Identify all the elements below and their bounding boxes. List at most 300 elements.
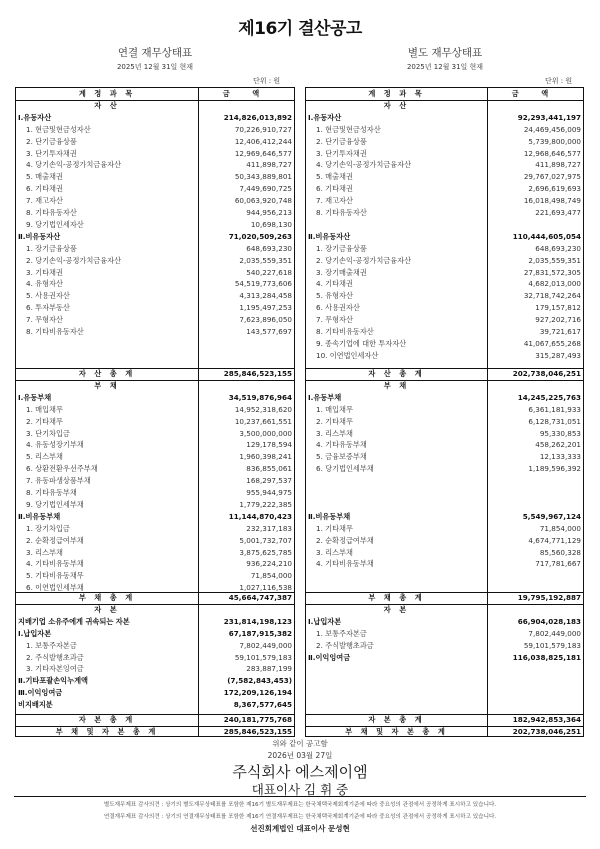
asset-row (306, 207, 583, 219)
amount-value: 411,898,727 (246, 160, 292, 170)
amount-value: 717,781,667 (535, 559, 581, 569)
amount-value: 4,682,013,000 (528, 279, 581, 289)
account-label: 1. 장기금융상품 (316, 243, 367, 253)
liabilities-total-row (16, 592, 294, 604)
liability-row (306, 511, 583, 523)
liability-row (16, 451, 294, 463)
amount-value: 172,209,126,194 (223, 688, 292, 698)
amount-value: 283,887,199 (246, 664, 292, 674)
amount-value: 85,560,328 (539, 547, 581, 557)
amount-value: 금 액 (511, 89, 559, 98)
amount-value: 411,898,727 (535, 160, 581, 170)
account-label: Ⅲ.이익잉여금 (18, 688, 63, 698)
asset-row (306, 195, 583, 207)
amount-value: 1,779,222,385 (239, 499, 292, 509)
liability-row (16, 487, 294, 499)
asset-row (306, 278, 583, 290)
assets-total-row (16, 368, 294, 380)
account-label: 5. 금융보증부채 (316, 452, 367, 462)
account-label: 3. 리스부채 (316, 547, 353, 557)
account-label: 3. 리스부채 (316, 428, 353, 438)
amount-value: 955,944,975 (246, 488, 292, 497)
asset-row (16, 278, 294, 290)
amount-value: 70,226,910,727 (234, 124, 292, 134)
section-header-equity (306, 604, 583, 616)
audit-opinion-consolidated: 연결재무제표 감사의견 : 상기의 연결재무상태표를 포함한 제16기 연결재무제표는 한국채택국제회계기준에 따라 중요성의 관점에서 공정하게 표시하고 있습니다. (103, 814, 497, 820)
section-header-assets (16, 100, 294, 112)
asset-row (16, 136, 294, 148)
account-label: 6. 기타채권 (316, 184, 353, 194)
amount-value: 12,133,333 (539, 452, 581, 462)
table-header-row (16, 88, 294, 100)
account-label: 8. 기타비유동자산 (316, 327, 374, 336)
amount-value: (7,582,843,453) (227, 676, 292, 686)
amount-value: 1,195,497,253 (239, 303, 292, 313)
account-label: 1. 기타채무 (316, 523, 353, 533)
account-label: 3. 단기투자채권 (26, 148, 77, 158)
account-label: 부 채 (94, 380, 120, 390)
amount-value: 116,038,825,181 (512, 652, 581, 662)
asset-row (16, 183, 294, 195)
separate-balance-sheet-table (305, 87, 584, 737)
asset-row (306, 136, 583, 148)
liability-row (306, 416, 583, 428)
liability-row (306, 451, 583, 463)
account-label: 6. 당기법인세부채 (316, 464, 374, 474)
liability-row (16, 535, 294, 547)
account-label: 3. 기타자본잉여금 (26, 664, 84, 674)
auditor-name: 선진회계법인 대표이사 문성현 (250, 824, 350, 833)
account-label: 9. 당기법인세자산 (26, 219, 84, 229)
account-label: 4. 유형자산 (26, 279, 63, 289)
account-label: 3. 장기매출채권 (316, 267, 367, 277)
asset-row (16, 314, 294, 326)
amount-value: 179,157,812 (535, 303, 581, 313)
amount-value: 936,224,210 (246, 559, 292, 569)
amount-value: 금 액 (222, 89, 270, 98)
account-label: 4. 기타채권 (316, 279, 353, 289)
grand-total-row (16, 726, 294, 738)
liability-row (306, 439, 583, 451)
amount-value: 458,262,201 (535, 440, 581, 450)
asset-row (306, 231, 583, 243)
asset-row (306, 219, 583, 231)
amount-value: 67,187,915,382 (228, 628, 292, 638)
account-label: Ⅱ.비유동자산 (18, 231, 61, 241)
asset-row (16, 302, 294, 314)
amount-value: 19,795,192,887 (517, 593, 581, 602)
account-label: 1. 장기금융상품 (26, 243, 77, 253)
account-label: 5. 사용권자산 (26, 291, 70, 301)
account-label: 2. 순확정급여부채 (26, 535, 84, 545)
amount-value: 182,942,853,364 (512, 715, 581, 724)
liability-row (306, 523, 583, 535)
asset-row (306, 290, 583, 302)
account-label: 7. 유동파생상품부채 (26, 476, 91, 486)
account-label: 2. 주식발행초과금 (316, 640, 374, 650)
account-label: 6. 사용권자산 (316, 303, 360, 313)
amount-value: 944,956,213 (246, 208, 292, 217)
account-label: 3. 기타채권 (26, 267, 63, 277)
amount-value: 7,623,896,050 (239, 315, 292, 325)
asset-row (16, 231, 294, 243)
amount-value: 5,001,732,707 (239, 535, 292, 545)
account-label: 계 정 과 목 (78, 89, 136, 98)
liability-row (306, 547, 583, 559)
asset-row (16, 326, 294, 338)
account-label: 부 채 총 계 (368, 593, 425, 602)
account-label: 4. 기타유동부채 (316, 440, 367, 450)
account-label: 1. 현금및현금성자산 (316, 124, 381, 134)
account-label: 자 산 (383, 100, 410, 110)
amount-value: 39,721,617 (539, 327, 581, 336)
amount-value: 54,519,773,606 (234, 279, 292, 289)
account-label: Ⅱ.이익잉여금 (308, 652, 351, 662)
equity-row (306, 640, 583, 652)
amount-value: 24,469,456,009 (523, 124, 581, 134)
amount-value: 11,144,870,423 (228, 511, 292, 521)
amount-value: 5,549,967,124 (522, 511, 581, 521)
amount-value: 168,297,537 (246, 476, 292, 486)
right-unit-label: 단위 : 원 (545, 77, 573, 85)
amount-value: 285,846,523,155 (223, 726, 292, 736)
liability-row (306, 558, 583, 570)
amount-value: 59,101,579,183 (523, 640, 581, 650)
amount-value: 240,181,775,768 (223, 715, 292, 724)
asset-row (306, 267, 583, 279)
amount-value: 285,846,523,155 (223, 369, 292, 378)
amount-value: 1,960,398,241 (239, 452, 292, 462)
consolidated-balance-sheet-table (15, 87, 295, 737)
account-label: 8. 기타유동부채 (26, 488, 77, 497)
asset-row (16, 267, 294, 279)
liability-row (306, 404, 583, 416)
amount-value: 60,063,920,748 (234, 196, 292, 206)
account-label: Ⅱ.비유동부채 (18, 511, 61, 521)
ceo-name: 대표이사 김 휘 중 (251, 782, 349, 797)
asset-row (306, 350, 583, 362)
liability-row (306, 463, 583, 475)
amount-value: 5,739,800,000 (528, 136, 581, 146)
liability-row (306, 392, 583, 404)
left-statement-heading: 연결 재무상태표 (117, 47, 193, 59)
amount-value: 7,449,690,725 (239, 184, 292, 194)
amount-value: 1,027,116,538 (239, 583, 292, 593)
account-label: 5. 유형자산 (316, 291, 353, 301)
equity-row (306, 628, 583, 640)
asset-row (16, 207, 294, 219)
asset-row (306, 338, 583, 350)
equity-row (306, 652, 583, 664)
account-label: 8. 기타비유동자산 (26, 327, 84, 336)
amount-value: 4,674,771,129 (528, 535, 581, 545)
asset-row (306, 171, 583, 183)
company-name: 주식회사 에스제이엠 (232, 763, 368, 781)
amount-value: 27,831,572,305 (523, 267, 581, 277)
amount-value: 71,854,000 (539, 523, 581, 533)
amount-value: 1,189,596,392 (528, 464, 581, 474)
account-label: 1. 현금및현금성자산 (26, 124, 91, 134)
amount-value: 12,969,646,577 (234, 148, 292, 158)
amount-value: 10,698,130 (250, 219, 292, 229)
account-label: 자 본 (383, 604, 410, 614)
liability-row (16, 463, 294, 475)
amount-value: 12,406,412,244 (234, 136, 292, 146)
table-header-row (306, 88, 583, 100)
account-label: 2. 기타채무 (316, 416, 353, 426)
asset-row (16, 290, 294, 302)
account-label: 4. 기타비유동부채 (26, 559, 84, 569)
liability-row (16, 547, 294, 559)
equity-row (16, 687, 294, 699)
liability-row (16, 499, 294, 511)
asset-row (306, 148, 583, 160)
amount-value: 3,500,000,000 (239, 428, 292, 438)
account-label: 2. 기타채무 (26, 416, 63, 426)
account-label: 7. 무형자산 (26, 315, 63, 325)
amount-value: 34,519,876,964 (228, 392, 292, 402)
amount-value: 10,237,661,551 (234, 416, 292, 426)
account-label: Ⅰ.유동부채 (308, 392, 342, 402)
account-label: 6. 기타채권 (26, 184, 63, 194)
liability-row (16, 570, 294, 582)
right-statement-heading: 별도 재무상태표 (407, 47, 483, 59)
amount-value: 540,227,618 (246, 267, 292, 277)
account-label: 1. 매입채무 (316, 404, 353, 414)
equity-row (16, 652, 294, 664)
liability-row (16, 523, 294, 535)
asset-row (306, 255, 583, 267)
amount-value: 7,802,449,000 (528, 628, 581, 638)
notice-text: 위와 같이 공고함 (272, 739, 328, 748)
account-label: 1. 보통주자본금 (26, 640, 77, 650)
account-label: 2. 단기금융상품 (316, 136, 367, 146)
account-label: Ⅰ.납입자본 (18, 628, 52, 638)
asset-row (16, 159, 294, 171)
amount-value: 14,952,318,620 (234, 404, 292, 414)
account-label: 5. 기타비유동채무 (26, 571, 84, 581)
liability-row (16, 511, 294, 523)
liability-row (16, 439, 294, 451)
amount-value: 6,128,731,051 (528, 416, 581, 426)
section-header-liabilities (306, 380, 583, 392)
account-label: 6. 투자부동산 (26, 303, 70, 313)
amount-value: 836,855,061 (246, 464, 292, 474)
amount-value: 71,854,000 (250, 571, 292, 581)
account-label: 10. 이연법인세자산 (316, 350, 379, 360)
liability-row (306, 499, 583, 511)
asset-row (306, 183, 583, 195)
account-label: 4. 당기손익-공정가치금융자산 (316, 160, 412, 170)
account-label: 부 채 총 계 (78, 593, 136, 602)
asset-row (306, 302, 583, 314)
account-label: 9. 당기법인세부채 (26, 499, 84, 509)
liability-row (16, 392, 294, 404)
footer-divider (14, 796, 586, 797)
account-label: 계 정 과 목 (368, 89, 425, 98)
equity-total-row (306, 714, 583, 726)
audit-opinion-separate: 별도재무제표 감사의견 : 상기의 별도재무상태표를 포함한 제16기 별도재무제표는 한국채택국제회계기준에 따라 중요성의 관점에서 공정하게 표시하고 있습니다. (103, 802, 497, 808)
amount-value: 92,293,441,197 (517, 112, 581, 122)
amount-value: 129,178,594 (246, 440, 292, 450)
account-label: 9. 종속기업에 대한 투자자산 (316, 338, 407, 348)
account-label: 2. 당기손익-공정가치금융자산 (316, 255, 412, 265)
asset-row (16, 124, 294, 136)
amount-value: 2,035,559,351 (239, 255, 292, 265)
amount-value: 231,814,198,123 (223, 616, 292, 626)
equity-row (16, 699, 294, 711)
amount-value: 41,067,655,268 (523, 338, 581, 348)
account-label: 자 본 총 계 (368, 715, 425, 724)
equity-row (16, 628, 294, 640)
liability-row (16, 558, 294, 570)
account-label: 4. 유동성장기부채 (26, 440, 84, 450)
amount-value: 4,313,284,458 (239, 291, 292, 301)
account-label: 부 채 및 자 본 총 계 (55, 726, 159, 736)
amount-value: 315,287,493 (535, 350, 581, 360)
account-label: 자 본 총 계 (78, 715, 136, 724)
amount-value: 648,693,230 (246, 243, 292, 253)
account-label: 3. 단기차입금 (26, 428, 70, 438)
account-label: Ⅰ.유동자산 (308, 112, 342, 122)
amount-value: 45,664,747,387 (228, 593, 292, 602)
left-unit-label: 단위 : 원 (253, 77, 281, 85)
amount-value: 110,444,605,054 (512, 231, 581, 241)
asset-row (16, 219, 294, 231)
account-label: 1. 보통주자본금 (316, 628, 367, 638)
account-label: 6. 이연법인세부채 (26, 583, 84, 593)
account-label: Ⅰ.유동자산 (18, 112, 52, 122)
amount-value: 927,202,716 (535, 315, 581, 325)
account-label: 자 산 (94, 100, 120, 110)
amount-value: 32,718,742,264 (523, 291, 581, 301)
amount-value: 3,875,625,785 (239, 547, 292, 557)
account-label: 2. 단기금융상품 (26, 136, 77, 146)
equity-row (16, 616, 294, 628)
account-label: Ⅰ.납입자본 (308, 616, 342, 626)
account-label: 5. 매출채권 (26, 172, 63, 182)
account-label: 2. 순확정급여부채 (316, 535, 374, 545)
amount-value: 143,577,697 (246, 327, 292, 336)
account-label: 8. 기타유동자산 (26, 208, 77, 217)
amount-value: 232,317,183 (246, 523, 292, 533)
asset-row (16, 195, 294, 207)
amount-value: 8,367,577,645 (233, 700, 292, 710)
asset-row (306, 159, 583, 171)
account-label: 4. 당기손익-공정가치금융자산 (26, 160, 122, 170)
account-label: 7. 무형자산 (316, 315, 353, 325)
asset-row (306, 314, 583, 326)
amount-value: 648,693,230 (535, 243, 581, 253)
amount-value: 7,802,449,000 (239, 640, 292, 650)
account-label: 2. 주식발행초과금 (26, 652, 84, 662)
equity-row (16, 640, 294, 652)
amount-value: 59,101,579,183 (234, 652, 292, 662)
account-label: 8. 기타유동자산 (316, 208, 367, 217)
page-title: 제16기 결산공고 (238, 19, 362, 39)
account-label: 2. 당기손익-공정가치금융자산 (26, 255, 122, 265)
account-label: 자 산 총 계 (78, 369, 136, 378)
amount-value: 12,968,646,577 (523, 148, 581, 158)
liability-row (16, 404, 294, 416)
notice-date: 2026년 03월 27일 (267, 751, 333, 760)
asset-row (16, 148, 294, 160)
liability-row (306, 487, 583, 499)
amount-value: 202,738,046,251 (512, 369, 581, 378)
amount-value: 14,245,225,763 (517, 392, 581, 402)
amount-value: 95,330,853 (539, 428, 581, 438)
liabilities-total-row (306, 592, 583, 604)
liability-row (16, 475, 294, 487)
equity-total-row (16, 714, 294, 726)
amount-value: 29,767,027,975 (523, 172, 581, 182)
equity-row (16, 663, 294, 675)
amount-value: 71,020,509,263 (228, 231, 292, 241)
liability-row (306, 428, 583, 440)
account-label: 1. 장기차입금 (26, 523, 70, 533)
account-label: 7. 재고자산 (316, 196, 353, 206)
asset-row (306, 112, 583, 124)
amount-value: 6,361,181,933 (528, 404, 581, 414)
account-label: 비지배지분 (18, 700, 53, 710)
account-label: Ⅱ.기타포괄손익누계액 (18, 676, 88, 686)
asset-row (306, 124, 583, 136)
amount-value: 2,035,559,351 (528, 255, 581, 265)
account-label: 1. 매입채무 (26, 404, 63, 414)
account-label: 4. 기타비유동부채 (316, 559, 374, 569)
account-label: Ⅱ.비유동자산 (308, 231, 351, 241)
account-label: Ⅰ.유동부채 (18, 392, 52, 402)
account-label: 부 채 및 자 본 총 계 (345, 726, 448, 736)
amount-value: 50,343,889,801 (234, 172, 292, 182)
section-header-equity (16, 604, 294, 616)
amount-value: 66,904,028,183 (517, 616, 581, 626)
liability-row (16, 428, 294, 440)
equity-row (306, 616, 583, 628)
amount-value: 16,018,498,749 (523, 196, 581, 206)
liability-row (16, 416, 294, 428)
asset-row (16, 255, 294, 267)
account-label: 6. 상환전환우선주부채 (26, 464, 98, 474)
section-header-liabilities (16, 380, 294, 392)
asset-row (306, 243, 583, 255)
account-label: 5. 리스부채 (26, 452, 63, 462)
asset-row (16, 171, 294, 183)
amount-value: 2,696,619,693 (528, 184, 581, 194)
liability-row (306, 475, 583, 487)
account-label: 자 산 총 계 (368, 369, 425, 378)
account-label: 3. 리스부채 (26, 547, 63, 557)
assets-total-row (306, 368, 583, 380)
amount-value: 221,693,477 (535, 208, 581, 217)
equity-row (16, 675, 294, 687)
amount-value: 214,826,013,892 (223, 112, 292, 122)
account-label: 부 채 (383, 380, 410, 390)
account-label: 지배기업 소유주에게 귀속되는 자본 (18, 616, 130, 626)
account-label: Ⅱ.비유동부채 (308, 511, 351, 521)
asset-row (306, 326, 583, 338)
left-statement-date: 2025년 12월 31일 현재 (116, 63, 194, 71)
account-label: 3. 단기투자채권 (316, 148, 367, 158)
right-statement-date: 2025년 12월 31일 현재 (406, 63, 484, 71)
account-label: 자 본 (94, 604, 120, 614)
asset-row (16, 243, 294, 255)
section-header-assets (306, 100, 583, 112)
amount-value: 202,738,046,251 (512, 726, 581, 736)
account-label: 5. 매출채권 (316, 172, 353, 182)
asset-row (16, 112, 294, 124)
liability-row (306, 535, 583, 547)
